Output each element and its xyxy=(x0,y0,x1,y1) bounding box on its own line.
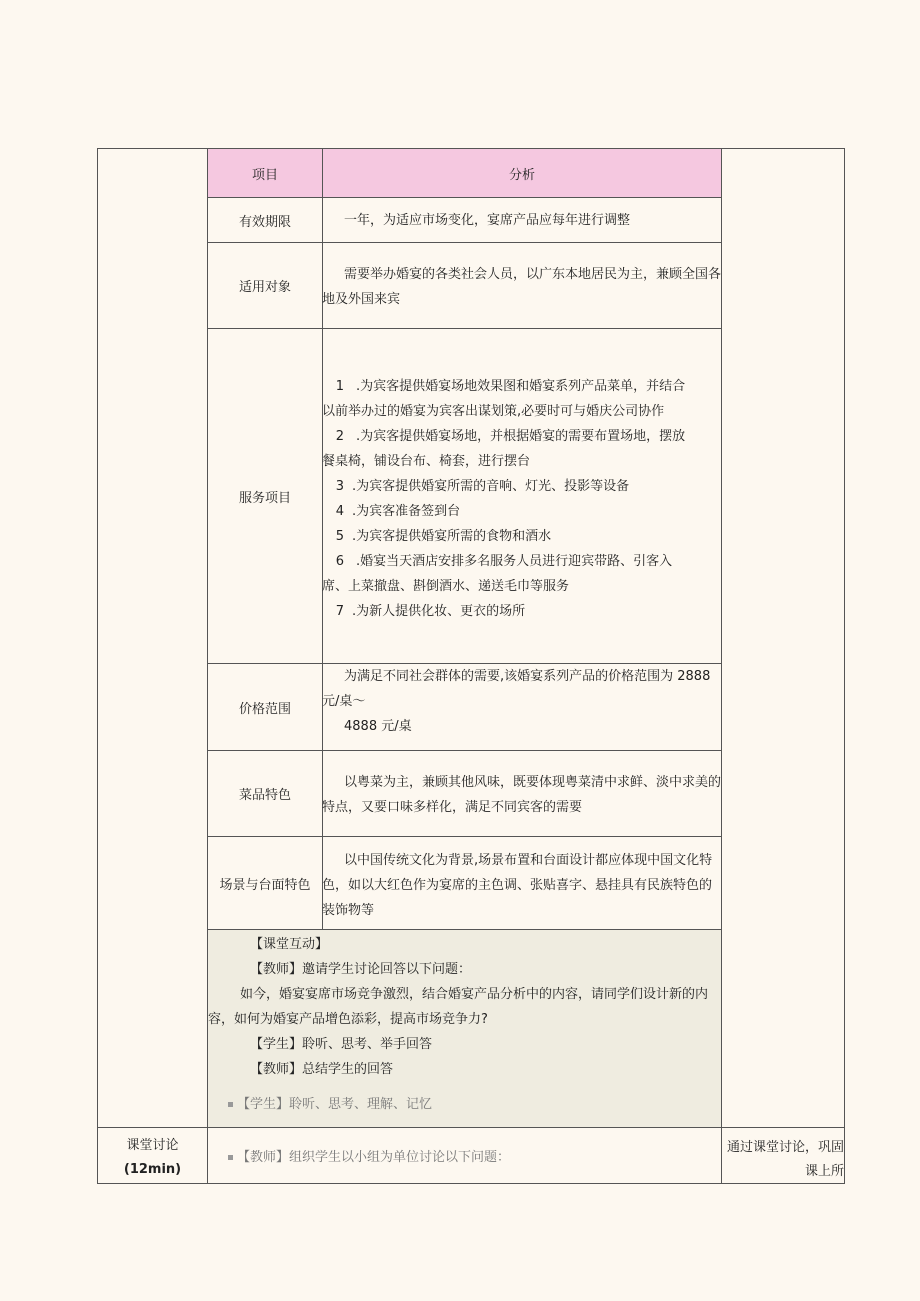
classroom-interaction xyxy=(208,930,721,1127)
teacher-prompt: 【教师】邀请学生讨论回答以下问题： xyxy=(250,962,472,977)
bullet-icon xyxy=(228,1155,233,1160)
row-label-validity: 有效期限 xyxy=(238,214,291,230)
discussion-question: 如今，婚宴宴席市场竞争激烈，结合婚宴产品分析中的内容，请同学们设计新的内容，如何为婚宴产品增色添彩，提高市场竞争力? xyxy=(208,987,709,1027)
service-list xyxy=(322,374,721,624)
row-label-price: 价格范围 xyxy=(238,701,291,717)
row-content-dishes: 以粤菜为主，兼顾其他风味，既要体现粤菜清中求鲜、淡中求美的特点，又要口味多样化，满足不同宾客的需要 xyxy=(322,775,722,815)
teacher-summary: 【教师】总结学生的回答 xyxy=(250,1062,394,1077)
row-label-services: 服务项目 xyxy=(238,490,291,506)
service-item: 5 .为宾客提供婚宴所需的食物和酒水 xyxy=(335,529,552,544)
service-item: 6 .婚宴当天酒店安排多名服务人员进行迎宾带路、引客入 席、上菜撤盘、斟倒酒水、递送毛巾等服务 xyxy=(322,554,673,594)
row-content-scene: 以中国传统文化为背景,场景布置和台面设计都应体现中国文化特色，如以大红色作为宴席的主色调、张贴喜字、悬挂具有民族特色的装饰物等 xyxy=(322,853,713,918)
header-analysis: 分析 xyxy=(323,149,721,197)
service-item: 2 .为宾客提供婚宴场地，并根据婚宴的需要布置场地，摆放 餐桌椅，铺设台布、椅套，进行摆台 xyxy=(322,429,686,469)
row-label-target: 适用对象 xyxy=(238,280,291,295)
service-item: 7 .为新人提供化妆、更衣的场所 xyxy=(335,604,526,619)
discussion-teacher: 【教师】组织学生以小组为单位讨论以下问题： xyxy=(228,1145,718,1170)
bullet-icon xyxy=(228,1102,233,1107)
service-item: 4 .为宾客准备签到台 xyxy=(335,504,461,519)
row-content-price: 为满足不同社会群体的需要,该婚宴系列产品的价格范围为 2888 元/桌〜 4888 元/桌 xyxy=(322,669,711,734)
service-item: 3 .为宾客提供婚宴所需的音响、灯光、投影等设备 xyxy=(335,479,630,494)
row-content-target: 需要举办婚宴的各类社会人员，以广东本地居民为主，兼顾全国各地及外国来宾 xyxy=(322,267,722,307)
row-label-scene: 场景与台面特色 xyxy=(219,877,311,893)
discussion-goal: 通过课堂讨论，巩固 课上所 xyxy=(726,1140,844,1179)
student-activity: 【学生】聆听、思考、理解、记忆 xyxy=(208,1092,721,1117)
table-divider xyxy=(721,148,722,1184)
discussion-label: 课堂讨论 (12min) xyxy=(123,1138,182,1177)
row-content-validity: 一年，为适应市场变化，宴席产品应每年进行调整 xyxy=(344,213,631,228)
header-item: 项目 xyxy=(208,149,322,197)
student-response: 【学生】聆听、思考、举手回答 xyxy=(250,1037,433,1052)
service-item: 1 .为宾客提供婚宴场地效果图和婚宴系列产品菜单，并结合 以前举办过的婚宴为宾客出谋划策,必要时可与婚庆公司协作 xyxy=(322,379,686,419)
interaction-title: 【课堂互动】 xyxy=(250,937,329,952)
row-label-dishes: 菜品特色 xyxy=(238,788,291,803)
